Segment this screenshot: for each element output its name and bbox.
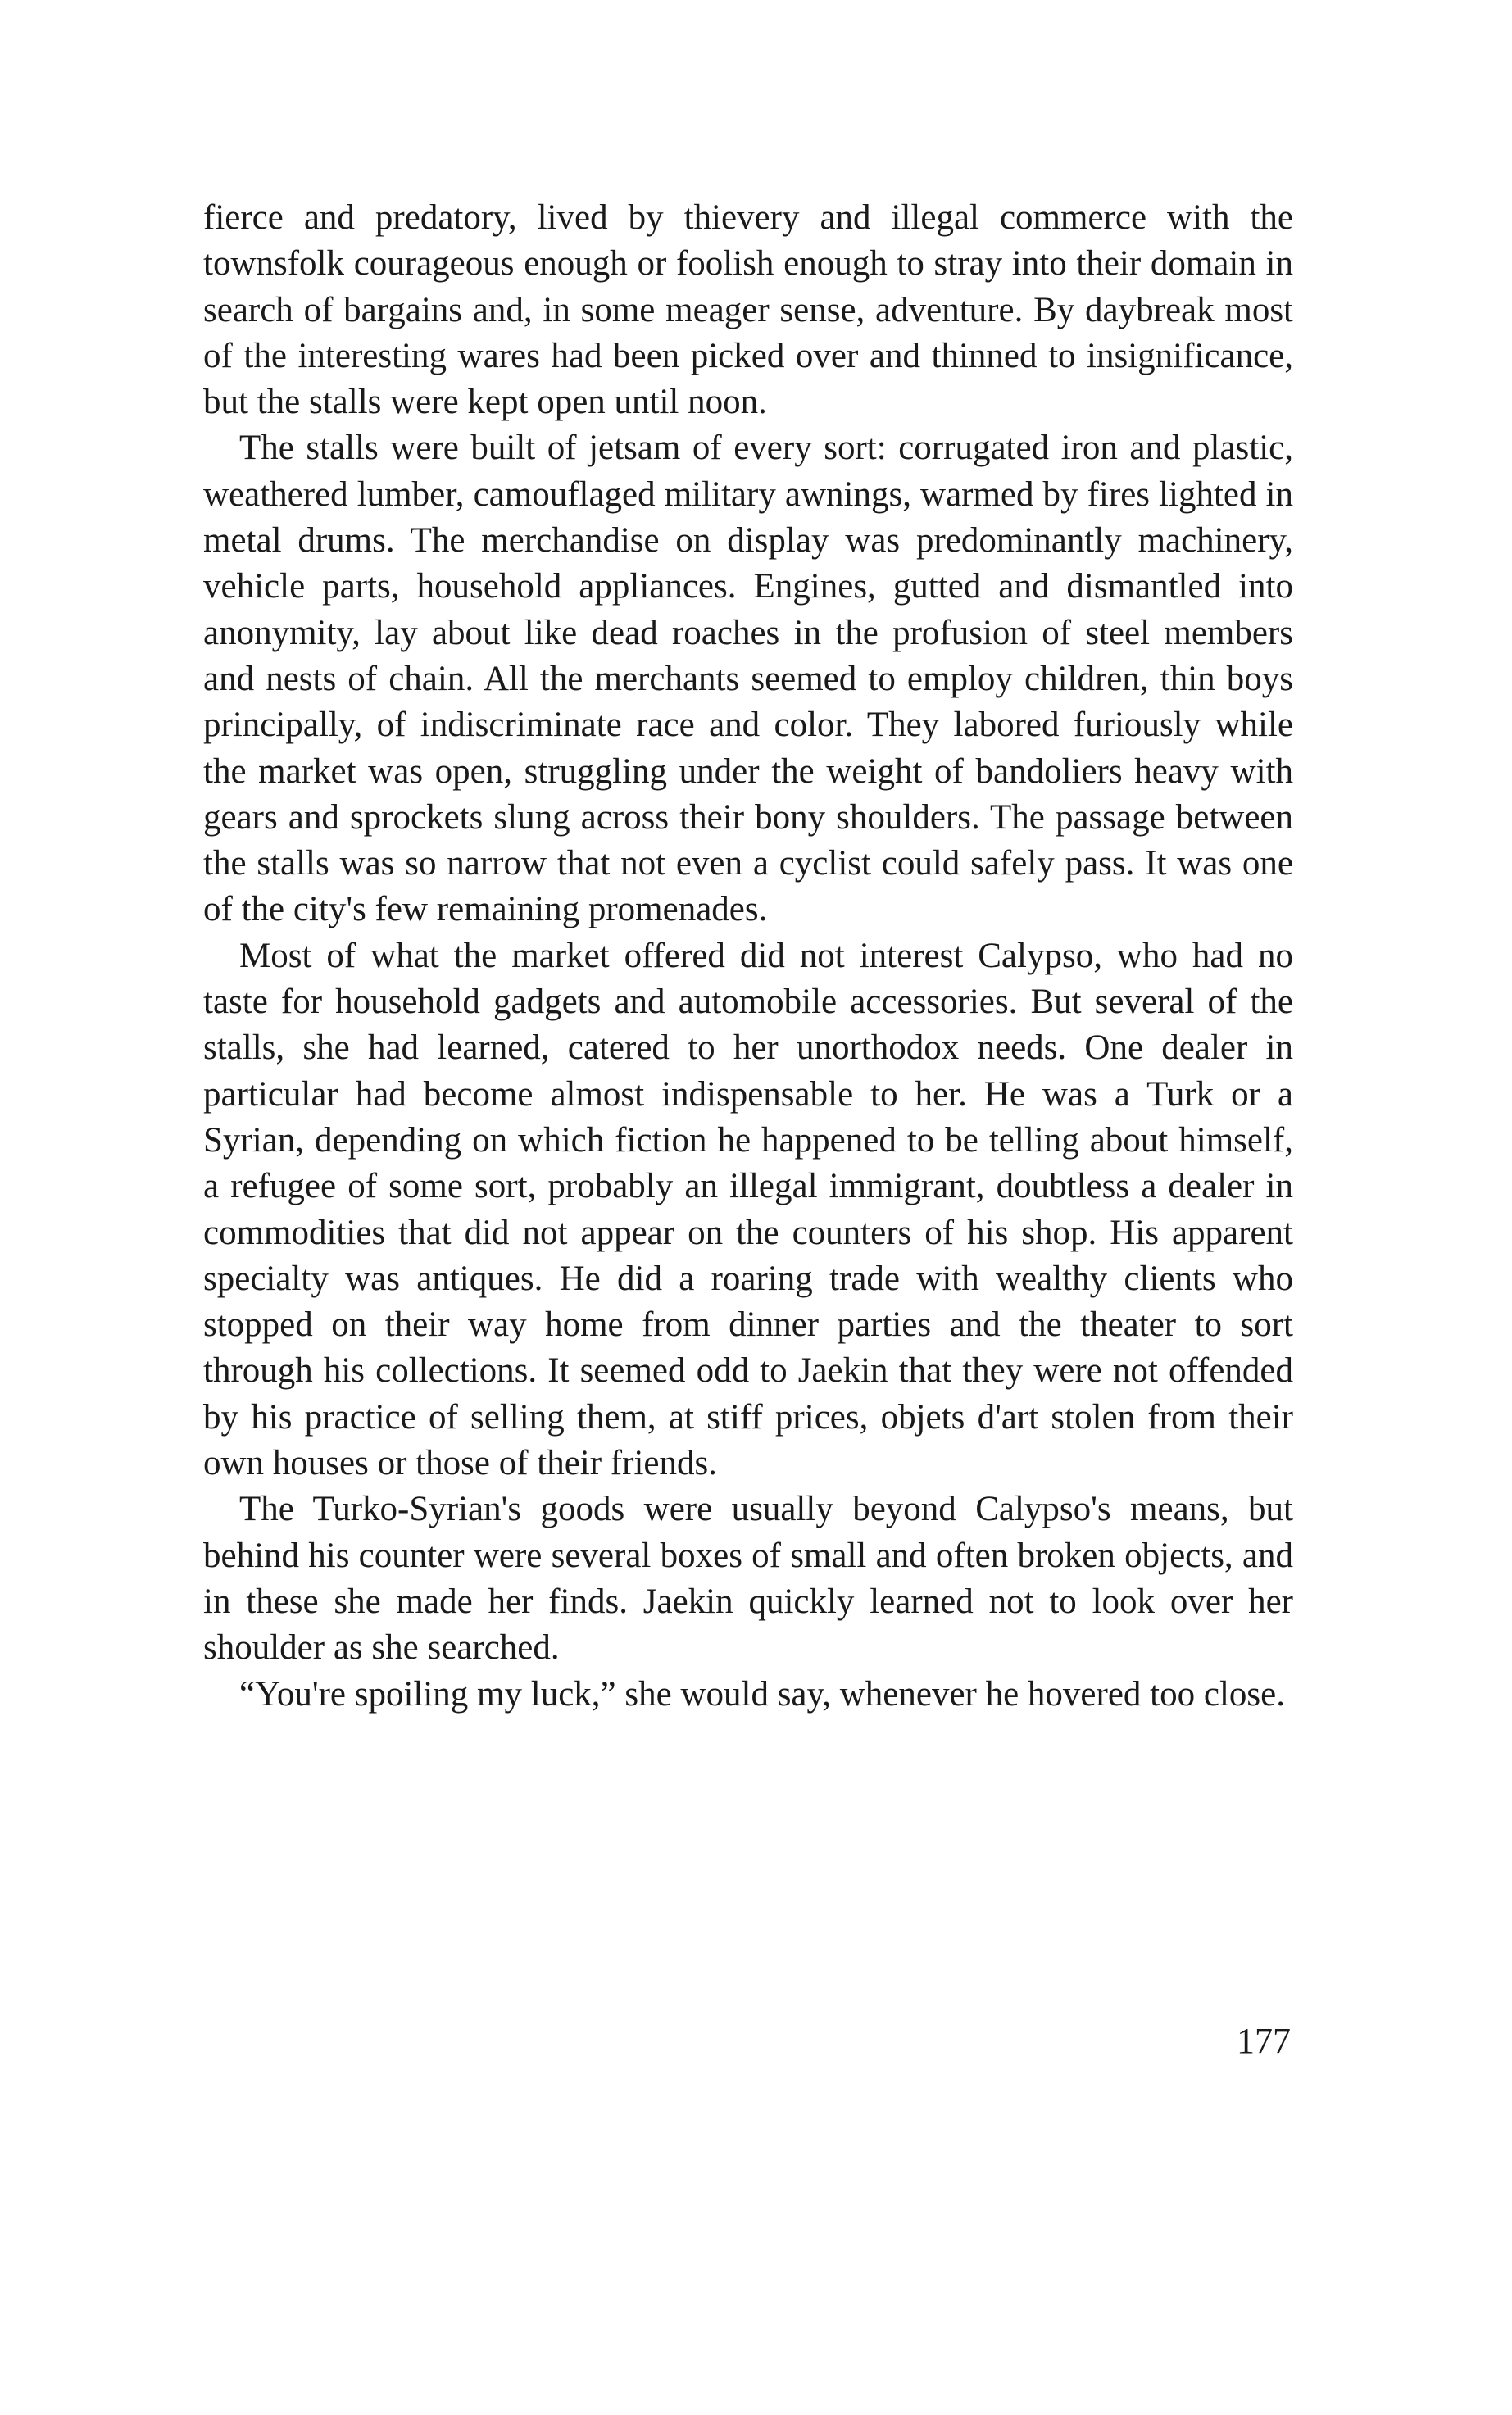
body-text	[203, 195, 1293, 1718]
page-number: 177	[1237, 2021, 1291, 2061]
paragraph-continued: fierce and predatory, lived by thievery and illegal commerce with the townsfolk courageous enough or foolish enough to stray into their domain in search of bargains and, in some meager sense, adventure. By daybreak most of the interesting wares had been picked over and thinned to insignificance, but the stalls were kept open until noon.	[203, 198, 1293, 422]
paragraph-dialogue: “You're spoiling my luck,” she would say, whenever he hovered too close.	[239, 1674, 1285, 1714]
paragraph-stalls: The stalls were built of jetsam of every sort: corrugated iron and plastic, weathered lumber, camouflaged military awnings, warmed by fires lighted in metal drums. The merchandise on display was predominantly machinery, vehicle parts, household appliances. Engines, gutted and dismantled into anonymity, lay about like dead roaches in the profusion of steel members and nests of chain. All the merchants seemed to employ children, thin boys principally, of indiscriminate race and color. They labored furiously while the market was open, struggling under the weight of bandoliers heavy with gears and sprockets slung across their bony shoulders. The passage between the stalls was so narrow that not even a cyclist could safely pass. It was one of the city's few remaining promenades.	[203, 429, 1293, 929]
paragraph-calypso-market: Most of what the market offered did not interest Calypso, who had no taste for household gadgets and automobile accessories. But several of the stalls, she had learned, catered to her unorthodox needs. One dealer in particular had become almost indispensable to her. He was a Turk or a Syrian, depending on which fiction he happened to be telling about himself, a refugee of some sort, probably an illegal immigrant, doubtless a dealer in commodities that did not appear on the counters of his shop. His apparent specialty was antiques. He did a roaring trade with wealthy clients who stopped on their way home from dinner parties and the theater to sort through his collections. It seemed odd to Jaekin that they were not offended by his practice of selling them, at stiff prices, objets d'art stolen from their own houses or those of their friends.	[203, 936, 1293, 1483]
paragraph-turko-syrian-goods: The Turko-Syrian's goods were usually beyond Calypso's means, but behind his counter were several boxes of small and often broken objects, and in these she made her finds. Jaekin quickly learned not to look over her shoulder as she searched.	[203, 1490, 1293, 1668]
